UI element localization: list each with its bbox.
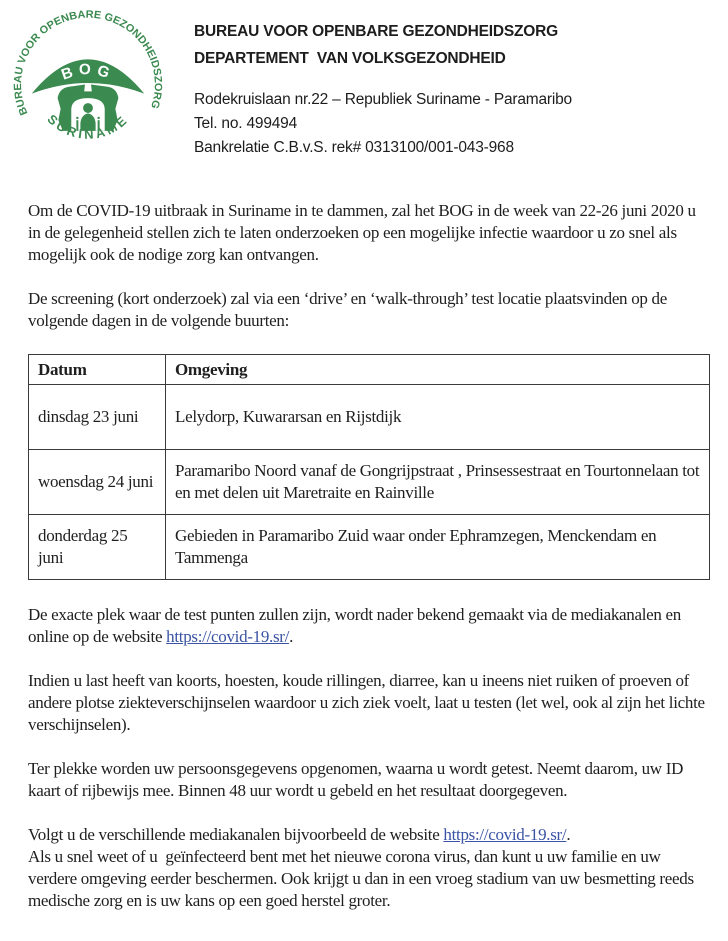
table-row (29, 450, 710, 515)
table-row (29, 385, 710, 450)
paragraph-intro: Om de COVID-19 uitbraak in Suriname in te dammen, zal het BOG in de week van 22-26 juni 2020 u in de gelegenheid stellen zich te laten onderzoeken op een mogelijke infectie waardoor u zo snel als mogelijk ook de nodige zorg kan ontvangen. (28, 201, 700, 264)
paragraph-screening: De screening (kort onderzoek) zal via een ‘drive’ en ‘walk-through’ test locatie plaatsvinden op de volgende dagen in de volgende buurten: (28, 289, 671, 330)
covid-website-link[interactable]: https://covid-19.sr/ (443, 825, 567, 844)
paragraph-test-locations (28, 604, 710, 648)
cell-datum: dinsdag 23 juni (29, 385, 166, 450)
paragraph-text: De exacte plek waar de test punten zullen zijn, wordt nader bekend gemaakt via de mediakanalen en online op de website (28, 605, 685, 646)
table-header-row (29, 355, 710, 385)
logo-country-text: SURINAME (44, 111, 132, 142)
org-address: Rodekruislaan nr.22 – Republiek Suriname - Paramaribo (194, 91, 572, 108)
covid-website-link[interactable]: https://covid-19.sr/ (166, 627, 290, 646)
column-header-omgeving: Omgeving (166, 355, 710, 385)
bog-logo-icon (12, 10, 164, 162)
cell-omgeving: Lelydorp, Kuwararsan en Rijstdijk (166, 385, 710, 450)
table-row (29, 515, 710, 580)
paragraph-symptoms: Indien u last heeft van koorts, hoesten, koude rillingen, diarree, kan u ineens niet ruiken of proeven of andere plotse ziekteverschijnselen waardoor u zich ziek voelt, laat u testen (let wel, ook al zijn het lichte verschijnselen). (28, 671, 709, 734)
letterhead-spacer (194, 72, 572, 88)
paragraph-procedure: Ter plekke worden uw persoonsgegevens opgenomen, waarna u wordt getest. Neemt daarom, uw ID kaart of rijbewijs mee. Binnen 48 uur wordt u gebeld en het resultaat doorgegeven. (28, 759, 688, 800)
letterhead (194, 18, 572, 160)
cell-datum: donderdag 25 juni (29, 515, 166, 580)
paragraph-benefits: Als u snel weet of u geïnfecteerd bent met het nieuwe corona virus, dan kunt u uw familie en uw verdere omgeving eerder beschermen. Ook krijgt u dan in een vroeg stadium van uw besmetting reeds medische zorg en is uw kans op een goed herstel groter. (28, 847, 698, 910)
logo-acronym-text: BOG (59, 61, 117, 84)
cell-omgeving: Gebieden in Paramaribo Zuid waar onder Ephramzegen, Menckendam en Tammenga (166, 515, 710, 580)
paragraph-text: Volgt u de verschillende mediakanalen bijvoorbeeld de website (28, 825, 444, 844)
paragraph-text: . (566, 825, 571, 844)
org-bank-account: Bankrelatie C.B.v.S. rek# 0313100/001-043-968 (194, 139, 514, 156)
paragraph-text: . (289, 627, 294, 646)
logo-ring-text: BUREAU VOOR OPENBARE GEZONDHEIDSZORG (12, 10, 164, 117)
org-name-line1: BUREAU VOOR OPENBARE GEZONDHEIDSZORG (194, 23, 558, 40)
column-header-datum: Datum (29, 355, 166, 385)
cell-omgeving: Paramaribo Noord vanaf de Gongrijpstraat , Prinsessestraat en Tourtonnelaan tot en met delen uit Maretraite en Rainville (166, 450, 710, 515)
paragraph-follow-media (28, 824, 710, 846)
org-name-line2: DEPARTEMENT VAN VOLKSGEZONDHEID (194, 50, 506, 67)
screening-schedule-table (28, 354, 710, 580)
org-phone: Tel. no. 499494 (194, 115, 298, 132)
letter-body (28, 200, 710, 912)
cell-datum: woensdag 24 juni (29, 450, 166, 515)
